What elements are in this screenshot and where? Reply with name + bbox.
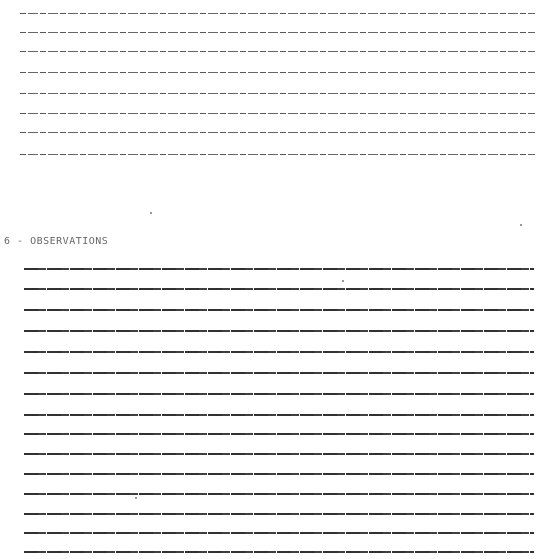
text-line <box>20 32 535 33</box>
scan-speck <box>342 280 344 282</box>
text-line <box>20 13 535 14</box>
ruled-line <box>24 288 534 290</box>
ruled-line <box>24 453 534 455</box>
scan-speck <box>135 497 137 499</box>
ruled-line <box>24 433 534 435</box>
ruled-line <box>24 393 534 395</box>
text-line <box>20 72 535 73</box>
text-line <box>20 154 535 155</box>
text-line <box>20 113 535 114</box>
ruled-line <box>24 309 534 311</box>
ruled-line <box>24 551 534 553</box>
section-heading: 6 - OBSERVATIONS <box>4 236 109 247</box>
ruled-line <box>24 532 534 534</box>
blank-ruled-lines <box>24 255 534 555</box>
ruled-line <box>24 268 534 270</box>
text-line <box>20 51 535 52</box>
ruled-line <box>24 330 534 332</box>
ruled-line <box>24 493 534 495</box>
ruled-line <box>24 372 534 374</box>
ruled-line <box>24 414 534 416</box>
ruled-line <box>24 513 534 515</box>
text-line <box>20 132 535 133</box>
scan-speck <box>520 224 522 226</box>
ruled-line <box>24 351 534 353</box>
scan-speck <box>150 212 152 214</box>
ruled-line <box>24 473 534 475</box>
filled-text-block <box>20 0 535 165</box>
text-line <box>20 93 535 94</box>
